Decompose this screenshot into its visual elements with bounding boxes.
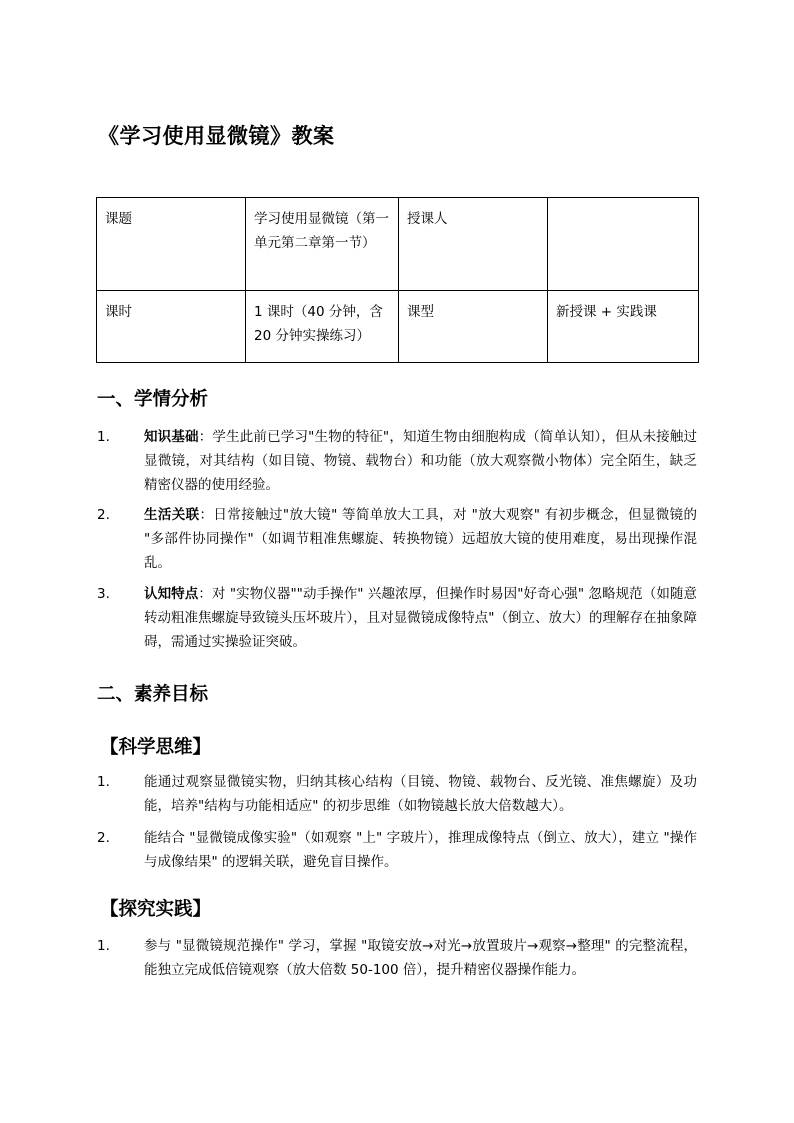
table-cell-period-value: 1 课时（40 分钟，含 20 分钟实操练习）: [246, 291, 399, 363]
list-number: 1.: [97, 774, 110, 790]
list-item-body: 参与 "显微镜规范操作" 学习，掌握 "取镜安放→对光→放置玻片→观察→整理" 的完整流程，能独立完成低倍镜观察（放大倍数 50-100 倍），提升精密仪器操作能力。: [144, 938, 697, 978]
item-label: 认知特点: [144, 586, 199, 602]
list-number: 3.: [97, 586, 110, 602]
item-text: ：学生此前已学习"生物的特征"，知道生物由细胞构成（简单认知），但从未接触过显微镜，对其结构（如目镜、物镜、载物台）和功能（放大观察微小物体）完全陌生，缺乏精密仪器的使用经验。: [144, 429, 697, 493]
table-cell-type-label: 课型: [399, 291, 548, 363]
table-cell-teacher-label: 授课人: [399, 198, 548, 291]
item-label: 知识基础: [144, 429, 199, 445]
table-row: [97, 291, 699, 363]
table-cell-period-label: 课时: [97, 291, 246, 363]
item-text: ：对 "实物仪器""动手操作" 兴趣浓厚，但操作时易因"好奇心强" 忽略规范（如随意转动粗准焦螺旋导致镜头压坏玻片），且对显微镜成像特点"（倒立、放大）的理解存在抽象障碍，需通过实操验证突破。: [144, 586, 697, 650]
list-item: [97, 934, 697, 982]
section-heading-learning-analysis: 一、学情分析: [97, 389, 209, 410]
list-item-body: [144, 582, 697, 654]
list-number: 2.: [97, 830, 110, 846]
subsection-heading-inquiry-practice: 【探究实践】: [100, 899, 212, 920]
list-item: [97, 425, 697, 497]
item-label: 生活关联: [144, 507, 200, 523]
list-item: [97, 582, 697, 654]
lesson-info-table: [96, 197, 699, 363]
list-item-body: 能通过观察显微镜实物，归纳其核心结构（目镜、物镜、载物台、反光镜、准焦螺旋）及功能，培养"结构与功能相适应" 的初步思维（如物镜越长放大倍数越大）。: [144, 774, 697, 814]
table-row: [97, 198, 699, 291]
document-title: 《学习使用显微镜》教案: [98, 124, 335, 148]
subsection-heading-scientific-thinking: 【科学思维】: [100, 737, 212, 758]
list-item-body: [144, 425, 697, 497]
table-cell-teacher-value: [548, 198, 699, 291]
list-number: 1.: [97, 938, 110, 954]
list-item: [97, 826, 697, 874]
table-cell-type-value: 新授课 + 实践课: [548, 291, 699, 363]
list-item-body: [144, 503, 697, 575]
list-number: 1.: [97, 429, 110, 445]
table-cell-topic-value: 学习使用显微镜（第一单元第二章第一节）: [246, 198, 399, 291]
list-item: [97, 503, 697, 575]
list-item: [97, 770, 697, 818]
table-cell-topic-label: 课题: [97, 198, 246, 291]
item-text: ：日常接触过"放大镜" 等简单放大工具，对 "放大观察" 有初步概念，但显微镜的 "多部件协同操作"（如调节粗准焦螺旋、转换物镜）远超放大镜的使用难度，易出现操作混乱。: [144, 507, 697, 571]
list-item-body: 能结合 "显微镜成像实验"（如观察 "上" 字玻片），推理成像特点（倒立、放大），建立 "操作与成像结果" 的逻辑关联，避免盲目操作。: [144, 830, 697, 870]
section-heading-literacy-goals: 二、素养目标: [97, 684, 209, 705]
list-number: 2.: [97, 507, 110, 523]
